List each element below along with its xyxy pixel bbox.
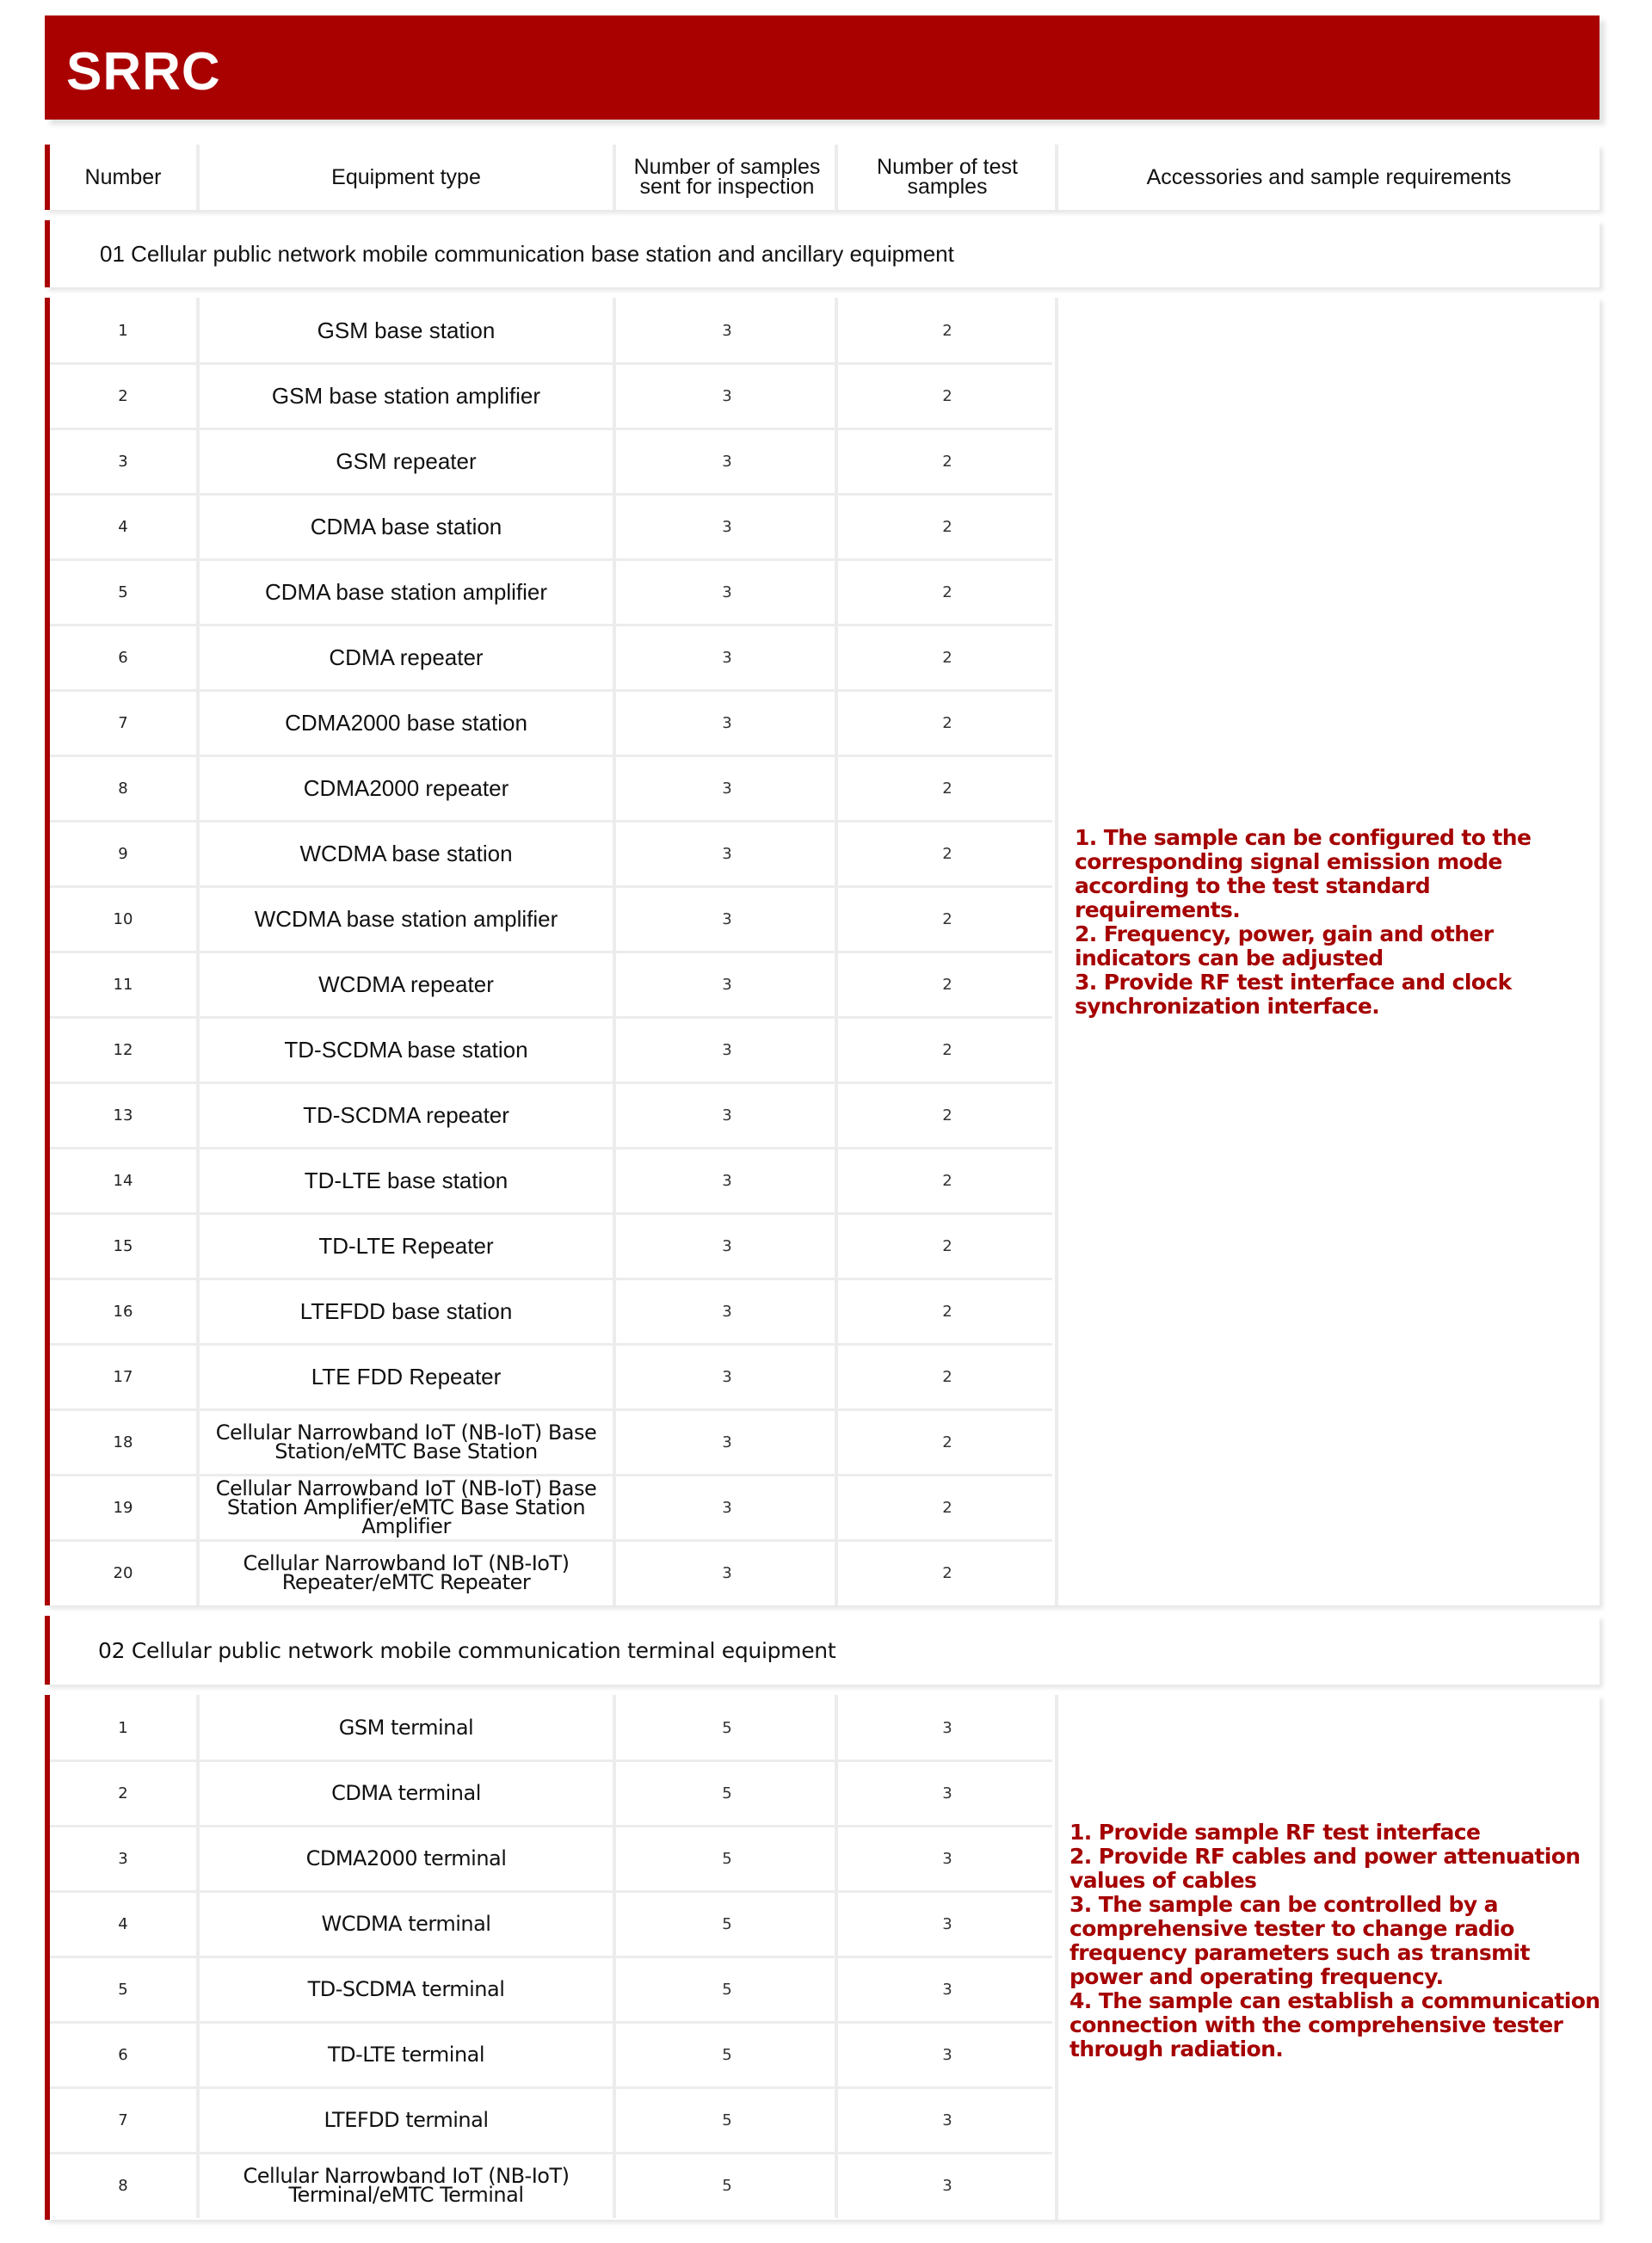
row-number: 6 xyxy=(118,2045,128,2064)
requirement-item: 1. The sample can be configured to the corresponding signal emission mode according to the test standard requirements. xyxy=(1075,825,1532,922)
section-2-table xyxy=(45,1695,1600,2220)
table-row xyxy=(50,755,1052,821)
row-number: 20 xyxy=(113,1563,133,1582)
samples-sent-value: 3 xyxy=(722,517,732,536)
divider xyxy=(835,298,838,363)
divider xyxy=(613,1017,616,1082)
table-row xyxy=(50,1760,1052,1826)
row-number: 1 xyxy=(118,321,128,340)
table-row xyxy=(50,821,1052,886)
divider xyxy=(613,1695,616,1760)
equipment-type: WCDMA repeater xyxy=(318,971,494,997)
table-row xyxy=(50,886,1052,952)
divider xyxy=(613,298,616,363)
equipment-type: CDMA2000 base station xyxy=(285,710,527,736)
samples-sent-value: 5 xyxy=(722,1914,732,1933)
section-2-title: 02 Cellular public network mobile communication terminal equipment xyxy=(98,1637,836,1663)
test-samples-value: 3 xyxy=(942,1849,952,1868)
table-row xyxy=(50,1891,1052,1956)
divider xyxy=(835,1760,838,1826)
samples-sent-value: 3 xyxy=(722,1040,732,1059)
row-number: 14 xyxy=(113,1171,133,1190)
samples-sent-value: 3 xyxy=(722,779,732,798)
equipment-type: TD-SCDMA terminal xyxy=(307,1977,505,2001)
section-2-header xyxy=(45,1616,1600,1685)
divider xyxy=(613,1213,616,1279)
samples-sent-value: 3 xyxy=(722,975,732,994)
equipment-type: LTEFDD terminal xyxy=(324,2108,489,2132)
row-number: 3 xyxy=(118,1849,128,1868)
table-row xyxy=(50,1082,1052,1148)
table-row xyxy=(50,2022,1052,2087)
requirement-item: 3. The sample can be controlled by a comprehensive tester to change radio frequency parameters such as transmit power and operating frequency. xyxy=(1069,1892,1530,1989)
equipment-type: TD-LTE base station xyxy=(304,1168,509,1193)
row-number: 13 xyxy=(113,1106,133,1125)
samples-sent-value: 3 xyxy=(722,1498,732,1517)
test-samples-value: 2 xyxy=(942,1040,952,1059)
test-samples-value: 2 xyxy=(942,452,952,471)
row-number: 3 xyxy=(118,452,128,471)
samples-sent-value: 3 xyxy=(722,844,732,863)
divider xyxy=(835,1082,838,1148)
equipment-type: WCDMA base station amplifier xyxy=(254,906,558,932)
divider xyxy=(613,2087,616,2153)
divider xyxy=(835,494,838,559)
divider xyxy=(835,1695,838,1760)
samples-sent-value: 5 xyxy=(722,2045,732,2064)
table-row xyxy=(50,494,1052,559)
divider xyxy=(835,952,838,1017)
requirement-item: 4. The sample can establish a communication connection with the comprehensive tester through radiation. xyxy=(1069,1988,1600,2061)
row-number: 9 xyxy=(118,844,128,863)
col-samples-sent: Number of samples sent for inspection xyxy=(633,155,821,199)
row-number: 4 xyxy=(118,1914,128,1933)
equipment-type: GSM base station amplifier xyxy=(271,383,541,409)
table-row xyxy=(50,1540,1052,1605)
divider xyxy=(835,1826,838,1891)
test-samples-value: 2 xyxy=(942,1563,952,1582)
row-number: 8 xyxy=(118,2176,128,2195)
divider xyxy=(613,886,616,952)
test-samples-value: 2 xyxy=(942,909,952,928)
divider xyxy=(835,625,838,690)
divider xyxy=(835,886,838,952)
divider xyxy=(835,145,838,210)
test-samples-value: 3 xyxy=(942,1718,952,1737)
table-row xyxy=(50,428,1052,494)
test-samples-value: 2 xyxy=(942,517,952,536)
divider xyxy=(613,2022,616,2087)
divider xyxy=(835,821,838,886)
divider xyxy=(1055,1695,1058,2220)
divider xyxy=(835,428,838,494)
col-accessories: Accessories and sample requirements xyxy=(1146,164,1512,189)
samples-sent-value: 3 xyxy=(722,1302,732,1321)
equipment-type: LTEFDD base station xyxy=(299,1298,513,1324)
table-row xyxy=(50,952,1052,1017)
samples-sent-value: 3 xyxy=(722,1563,732,1582)
equipment-type: CDMA2000 terminal xyxy=(305,1846,507,1870)
equipment-type: LTE FDD Repeater xyxy=(311,1364,502,1390)
samples-sent-value: 5 xyxy=(722,2111,732,2129)
divider xyxy=(835,2022,838,2087)
divider xyxy=(835,2087,838,2153)
table-row xyxy=(50,1017,1052,1082)
divider xyxy=(835,1540,838,1605)
divider xyxy=(613,1082,616,1148)
divider xyxy=(835,1279,838,1344)
samples-sent-value: 3 xyxy=(722,582,732,601)
divider xyxy=(613,145,616,210)
divider xyxy=(613,1956,616,2022)
divider xyxy=(835,1475,838,1540)
table-row xyxy=(50,1475,1052,1540)
row-number: 16 xyxy=(113,1302,133,1321)
equipment-type: CDMA2000 repeater xyxy=(303,775,509,801)
equipment-type: TD-LTE terminal xyxy=(327,2043,485,2067)
table-row xyxy=(50,2087,1052,2153)
row-number: 6 xyxy=(118,648,128,667)
row-number: 1 xyxy=(118,1718,128,1737)
equipment-type: CDMA repeater xyxy=(329,644,484,670)
samples-sent-value: 3 xyxy=(722,1433,732,1451)
row-number: 18 xyxy=(113,1433,133,1451)
table-row xyxy=(50,1344,1052,1409)
test-samples-value: 2 xyxy=(942,1498,952,1517)
equipment-type: WCDMA base station xyxy=(299,841,513,866)
row-number: 7 xyxy=(118,713,128,732)
equipment-type: CDMA terminal xyxy=(331,1781,481,1805)
divider xyxy=(835,755,838,821)
samples-sent-value: 3 xyxy=(722,452,732,471)
test-samples-value: 3 xyxy=(942,1914,952,1933)
samples-sent-value: 3 xyxy=(722,713,732,732)
divider xyxy=(613,1148,616,1213)
divider xyxy=(1055,298,1058,1605)
test-samples-value: 3 xyxy=(942,2111,952,2129)
divider xyxy=(835,690,838,755)
samples-sent-value: 3 xyxy=(722,1106,732,1125)
test-samples-value: 2 xyxy=(942,386,952,405)
test-samples-value: 2 xyxy=(942,1171,952,1190)
test-samples-value: 2 xyxy=(942,1433,952,1451)
column-header xyxy=(45,145,1600,210)
table-row xyxy=(50,1956,1052,2022)
equipment-type: TD-SCDMA base station xyxy=(284,1037,528,1063)
row-number: 7 xyxy=(118,2111,128,2129)
test-samples-value: 3 xyxy=(942,2045,952,2064)
row-number: 2 xyxy=(118,386,128,405)
equipment-type: GSM repeater xyxy=(336,448,477,474)
test-samples-value: 2 xyxy=(942,582,952,601)
divider xyxy=(613,821,616,886)
table-row xyxy=(50,363,1052,428)
table-row xyxy=(50,625,1052,690)
divider xyxy=(835,1213,838,1279)
table-row xyxy=(50,690,1052,755)
section-2-requirements xyxy=(1069,1821,1601,2061)
equipment-type: GSM base station xyxy=(317,317,496,343)
divider xyxy=(613,1826,616,1891)
row-number: 11 xyxy=(113,975,133,994)
divider xyxy=(835,1956,838,2022)
samples-sent-value: 5 xyxy=(722,1980,732,1999)
table-row xyxy=(50,1213,1052,1279)
equipment-type: TD-SCDMA repeater xyxy=(303,1102,509,1128)
equipment-type: GSM terminal xyxy=(338,1716,474,1740)
table-row xyxy=(50,1409,1052,1475)
samples-sent-value: 5 xyxy=(722,2176,732,2195)
col-test-samples: Number of test samples xyxy=(877,155,1018,199)
divider xyxy=(613,1344,616,1409)
test-samples-value: 2 xyxy=(942,975,952,994)
samples-sent-value: 3 xyxy=(722,386,732,405)
section-1-table xyxy=(45,298,1600,1605)
title-banner xyxy=(45,15,1600,120)
table-row xyxy=(50,1148,1052,1213)
equipment-type: CDMA base station amplifier xyxy=(264,579,548,605)
divider xyxy=(835,1017,838,1082)
samples-sent-value: 5 xyxy=(722,1718,732,1737)
row-number: 8 xyxy=(118,779,128,798)
divider xyxy=(613,1540,616,1605)
row-number: 12 xyxy=(113,1040,133,1059)
test-samples-value: 3 xyxy=(942,1980,952,1999)
divider xyxy=(613,559,616,625)
table-row xyxy=(50,559,1052,625)
test-samples-value: 3 xyxy=(942,2176,952,2195)
divider xyxy=(613,1475,616,1540)
row-number: 10 xyxy=(113,909,133,928)
equipment-type: WCDMA terminal xyxy=(321,1912,491,1936)
divider xyxy=(835,1344,838,1409)
section-1-title: 01 Cellular public network mobile communication base station and ancillary equipment xyxy=(100,240,954,267)
table-row xyxy=(50,2153,1052,2218)
row-number: 5 xyxy=(118,582,128,601)
divider xyxy=(613,1891,616,1956)
test-samples-value: 2 xyxy=(942,779,952,798)
samples-sent-value: 3 xyxy=(722,321,732,340)
requirement-item: 1. Provide sample RF test interface xyxy=(1069,1820,1481,1845)
divider xyxy=(835,363,838,428)
equipment-type: TD-LTE Repeater xyxy=(318,1233,494,1259)
equipment-type: Cellular Narrowband IoT (NB-IoT) Terminal/eMTC Terminal xyxy=(243,2164,570,2207)
samples-sent-value: 3 xyxy=(722,1236,732,1255)
test-samples-value: 3 xyxy=(942,1784,952,1802)
row-number: 2 xyxy=(118,1784,128,1802)
samples-sent-value: 3 xyxy=(722,909,732,928)
table-row xyxy=(50,298,1052,363)
equipment-type: CDMA base station xyxy=(310,514,502,539)
test-samples-value: 2 xyxy=(942,844,952,863)
divider xyxy=(835,559,838,625)
section-1-header xyxy=(45,220,1600,287)
test-samples-value: 2 xyxy=(942,321,952,340)
row-number: 4 xyxy=(118,517,128,536)
test-samples-value: 2 xyxy=(942,1106,952,1125)
equipment-type: Cellular Narrowband IoT (NB-IoT) Base Station/eMTC Base Station xyxy=(215,1420,597,1463)
requirement-item: 2. Provide RF cables and power attenuation values of cables xyxy=(1069,1844,1581,1893)
divider xyxy=(613,625,616,690)
requirement-item: 2. Frequency, power, gain and other indicators can be adjusted xyxy=(1075,921,1494,971)
samples-sent-value: 3 xyxy=(722,1367,732,1386)
table-row xyxy=(50,1695,1052,1760)
page-title: SRRC xyxy=(66,42,221,102)
divider xyxy=(613,428,616,494)
divider xyxy=(613,1409,616,1475)
test-samples-value: 2 xyxy=(942,1302,952,1321)
divider xyxy=(835,1891,838,1956)
requirement-item: 3. Provide RF test interface and clock synchronization interface. xyxy=(1075,970,1512,1019)
equipment-type: Cellular Narrowband IoT (NB-IoT) Base Station Amplifier/eMTC Base Station Amplifier xyxy=(215,1476,597,1538)
equipment-type: Cellular Narrowband IoT (NB-IoT) Repeater/eMTC Repeater xyxy=(243,1551,570,1594)
divider xyxy=(613,1760,616,1826)
row-number: 17 xyxy=(113,1367,133,1386)
divider xyxy=(613,363,616,428)
col-equipment-type: Equipment type xyxy=(331,164,481,189)
test-samples-value: 2 xyxy=(942,1367,952,1386)
table-row xyxy=(50,1826,1052,1891)
divider xyxy=(613,952,616,1017)
table-row xyxy=(50,1279,1052,1344)
row-number: 15 xyxy=(113,1236,133,1255)
test-samples-value: 2 xyxy=(942,1236,952,1255)
divider xyxy=(835,1409,838,1475)
divider xyxy=(613,494,616,559)
divider xyxy=(613,690,616,755)
divider xyxy=(835,1148,838,1213)
samples-sent-value: 3 xyxy=(722,1171,732,1190)
col-number: Number xyxy=(84,164,162,189)
test-samples-value: 2 xyxy=(942,713,952,732)
samples-sent-value: 5 xyxy=(722,1849,732,1868)
divider xyxy=(613,755,616,821)
samples-sent-value: 5 xyxy=(722,1784,732,1802)
samples-sent-value: 3 xyxy=(722,648,732,667)
divider xyxy=(613,2153,616,2218)
row-number: 19 xyxy=(113,1498,133,1517)
divider xyxy=(613,1279,616,1344)
row-number: 5 xyxy=(118,1980,128,1999)
section-1-requirements xyxy=(1075,826,1600,1019)
divider xyxy=(835,2153,838,2218)
test-samples-value: 2 xyxy=(942,648,952,667)
